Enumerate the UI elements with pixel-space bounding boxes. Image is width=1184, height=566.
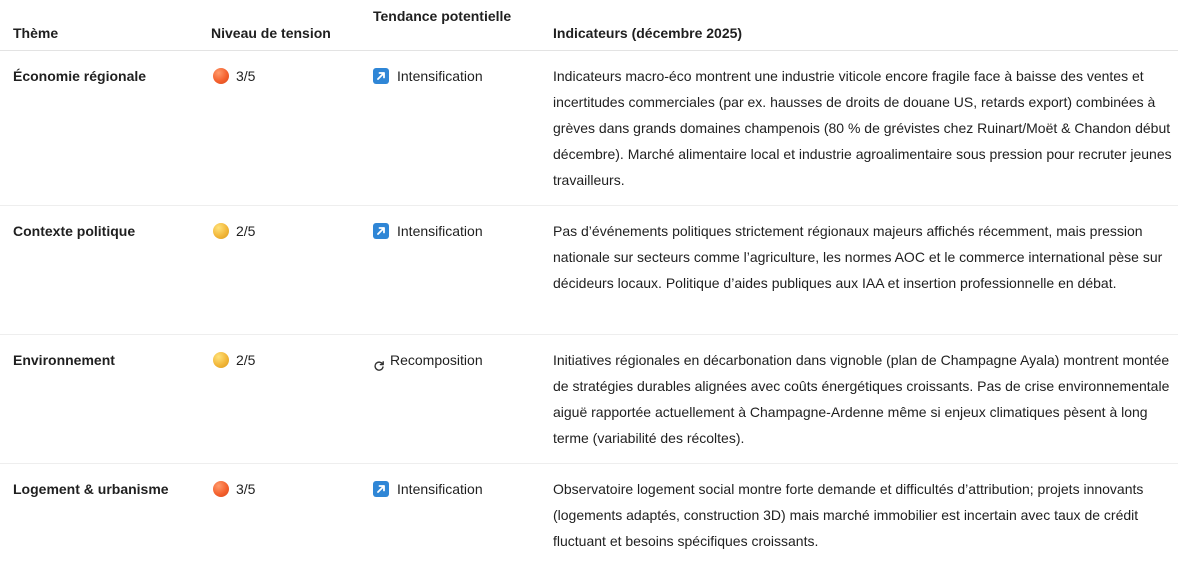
orange-circle-icon [213,68,229,84]
row-level [213,218,255,244]
row-trend [373,347,483,373]
row-trend [373,476,483,502]
row-level [213,63,255,89]
table-header [0,0,1178,51]
trend-label: Intensification [397,223,483,239]
row-indicators: Indicateurs macro-éco montrent une industrie viticole encore fragile face à baisse des ventes et incertitudes commerciales (par ex. hausses de droits de douane US, retards export) combinées à grèves dans grands domaines champenois (80 % de grévistes chez Ruinart/Moët & Chandon début décembre). Marché alimentaire local et industrie agroalimentaire sous pression pour recruter jeunes travailleurs. [553,68,1172,188]
table-row [0,335,1178,464]
row-theme: Environnement [13,352,115,368]
table-row [0,464,1178,564]
yellow-circle-icon [213,352,229,368]
header-theme: Thème [13,25,59,41]
row-indicators: Initiatives régionales en décarbonation dans vignoble (plan de Champagne Ayala) montrent montée de stratégies durables alignées avec coûts énergétiques croissants. Pas de crise environnementale aiguë rapportée actuellement à Champagne-Ardenne même si enjeux climatiques pèsent à long terme (variabilité des récoltes). [553,352,1170,446]
level-value: 2/5 [236,352,256,368]
trend-label: Recomposition [390,352,483,368]
row-trend [373,63,483,89]
row-theme: Logement & urbanisme [13,481,169,497]
arrow-up-right-icon [373,68,389,84]
trend-label: Intensification [397,68,483,84]
row-level [213,347,255,373]
trend-label: Intensification [397,481,483,497]
table-row [0,206,1178,335]
row-level [213,476,255,502]
cycle-icon [373,354,385,368]
table-row [0,51,1178,206]
arrow-up-right-icon [373,481,389,497]
header-level: Niveau de tension [211,25,331,41]
row-indicators: Pas d’événements politiques strictement régionaux majeurs affichés récemment, mais pression nationale sur secteurs comme l’agriculture, les normes AOC et le commerce international pèse sur décideurs locaux. Politique d’aides publiques aux IAA et insertion professionnelle en débat. [553,223,1163,291]
level-value: 3/5 [236,481,256,497]
row-indicators: Observatoire logement social montre forte demande et difficultés d’attribution; projets innovants (logements adaptés, construction 3D) mais marché immobilier est incertain avec taux de crédit fluctuant et besoins spécifiques croissants. [553,481,1144,549]
level-value: 3/5 [236,68,256,84]
orange-circle-icon [213,481,229,497]
yellow-circle-icon [213,223,229,239]
header-trend: Tendance potentielle [373,8,512,24]
row-theme: Contexte politique [13,223,136,239]
header-indicators: Indicateurs (décembre 2025) [553,25,743,41]
row-trend [373,218,483,244]
arrow-up-right-icon [373,223,389,239]
row-theme: Économie régionale [13,68,147,84]
level-value: 2/5 [236,223,256,239]
